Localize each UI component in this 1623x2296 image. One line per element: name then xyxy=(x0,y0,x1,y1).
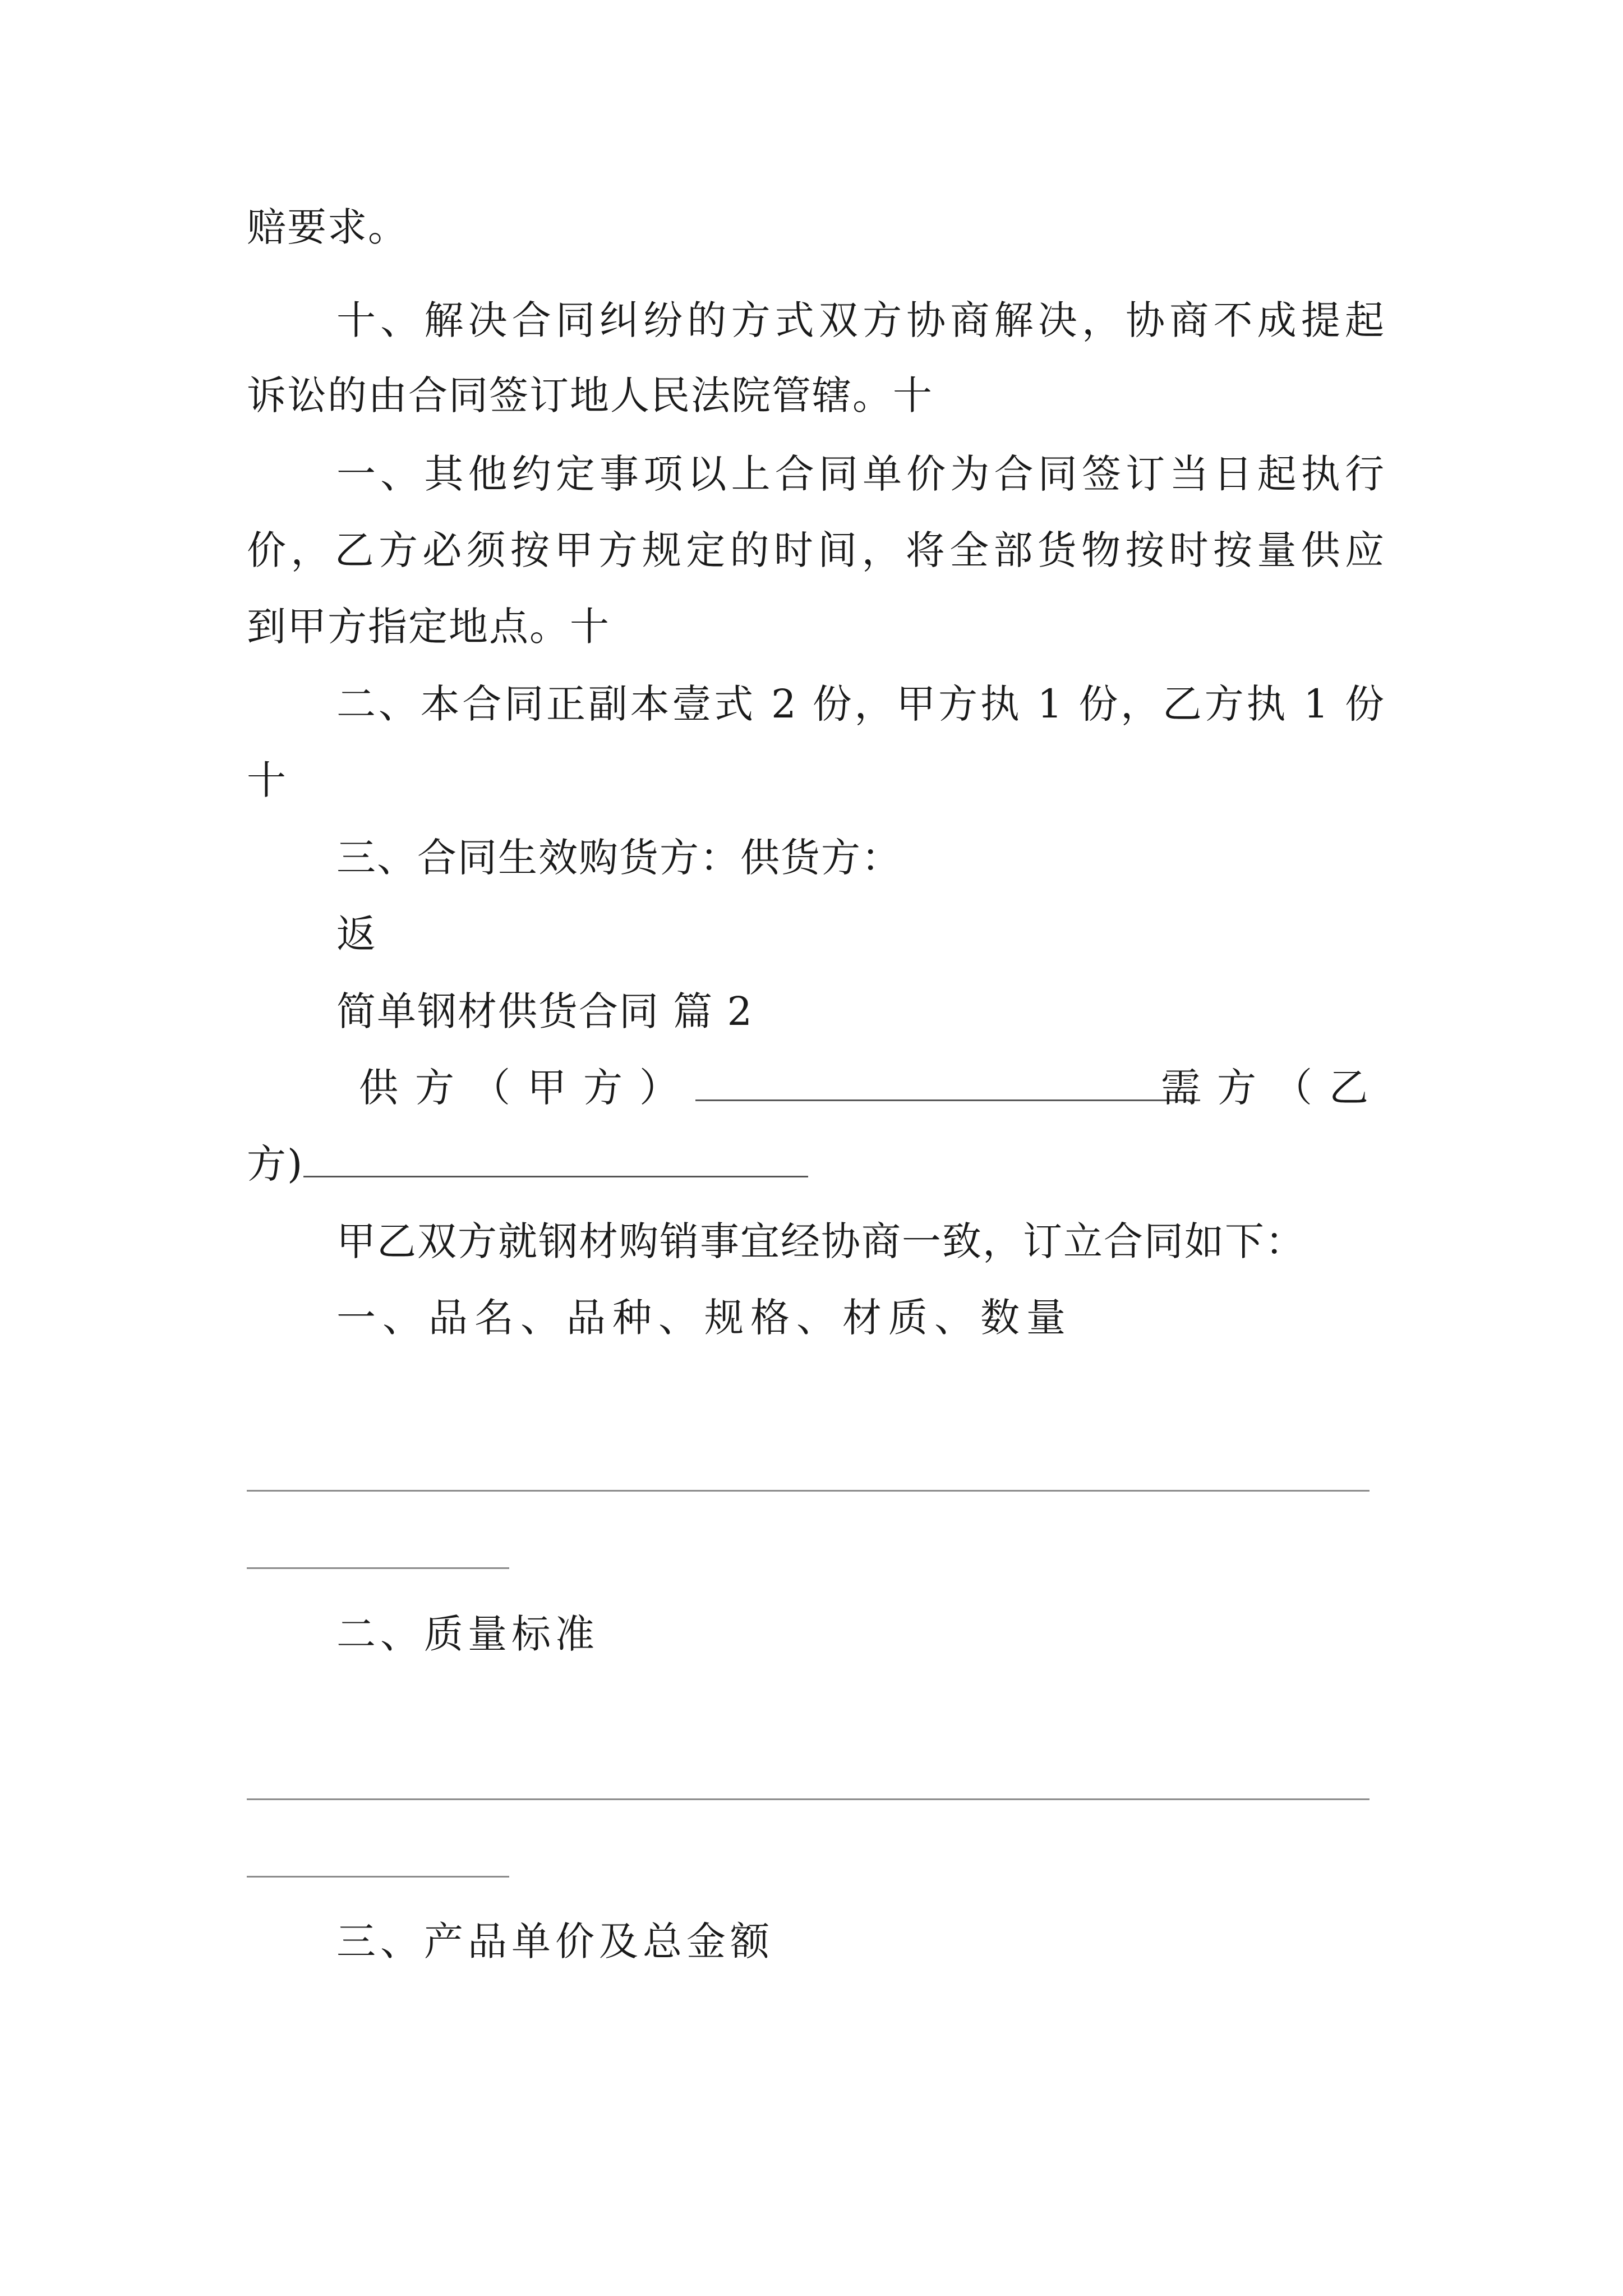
buyer-row xyxy=(247,1139,808,1189)
text-line-4: 一、其他约定事项以上合同单价为合同签订当日起执行 xyxy=(336,451,1385,497)
text-line-7: 二、本合同正副本壹式 2 份，甲方执 1 份，乙方执 1 份 xyxy=(336,681,1385,727)
parties-row xyxy=(359,1062,1385,1113)
item-3-heading: 三、产品单价及总金额 xyxy=(336,1918,774,1964)
supplier-blank xyxy=(695,1065,1200,1101)
text-line-9: 三、合同生效购货方：供货方： xyxy=(336,835,902,881)
item-2-heading: 二、质量标准 xyxy=(336,1611,599,1657)
section-title: 简单钢材供货合同 篇 2 xyxy=(336,988,754,1034)
fill-line-1a xyxy=(247,1490,1370,1492)
text-line-6: 到甲方指定地点。十 xyxy=(247,604,610,650)
buyer-blank xyxy=(303,1141,808,1177)
fill-line-1b xyxy=(247,1567,509,1569)
fill-line-2a xyxy=(247,1798,1370,1800)
text-line-5: 价，乙方必须按甲方规定的时间，将全部货物按时按量供应 xyxy=(247,527,1385,573)
text-line-2: 十、解决合同纠纷的方式双方协商解决，协商不成提起 xyxy=(336,297,1385,343)
fill-line-2b xyxy=(247,1876,509,1878)
text-line-8: 十 xyxy=(247,757,287,803)
buyer-label-end: 方) xyxy=(247,1141,304,1187)
return-link-text: 返 xyxy=(336,911,377,957)
supplier-label: 供方（甲方） xyxy=(359,1065,695,1111)
intro-text: 甲乙双方就钢材购销事宜经协商一致，订立合同如下： xyxy=(336,1218,1306,1264)
item-1-heading: 一、品名、品种、规格、材质、数量 xyxy=(336,1295,1072,1341)
text-line-3: 诉讼的由合同签订地人民法院管辖。十 xyxy=(247,372,933,418)
text-line-1: 赔要求。 xyxy=(247,204,408,250)
buyer-label-start: 需方（乙 xyxy=(1161,1065,1385,1111)
